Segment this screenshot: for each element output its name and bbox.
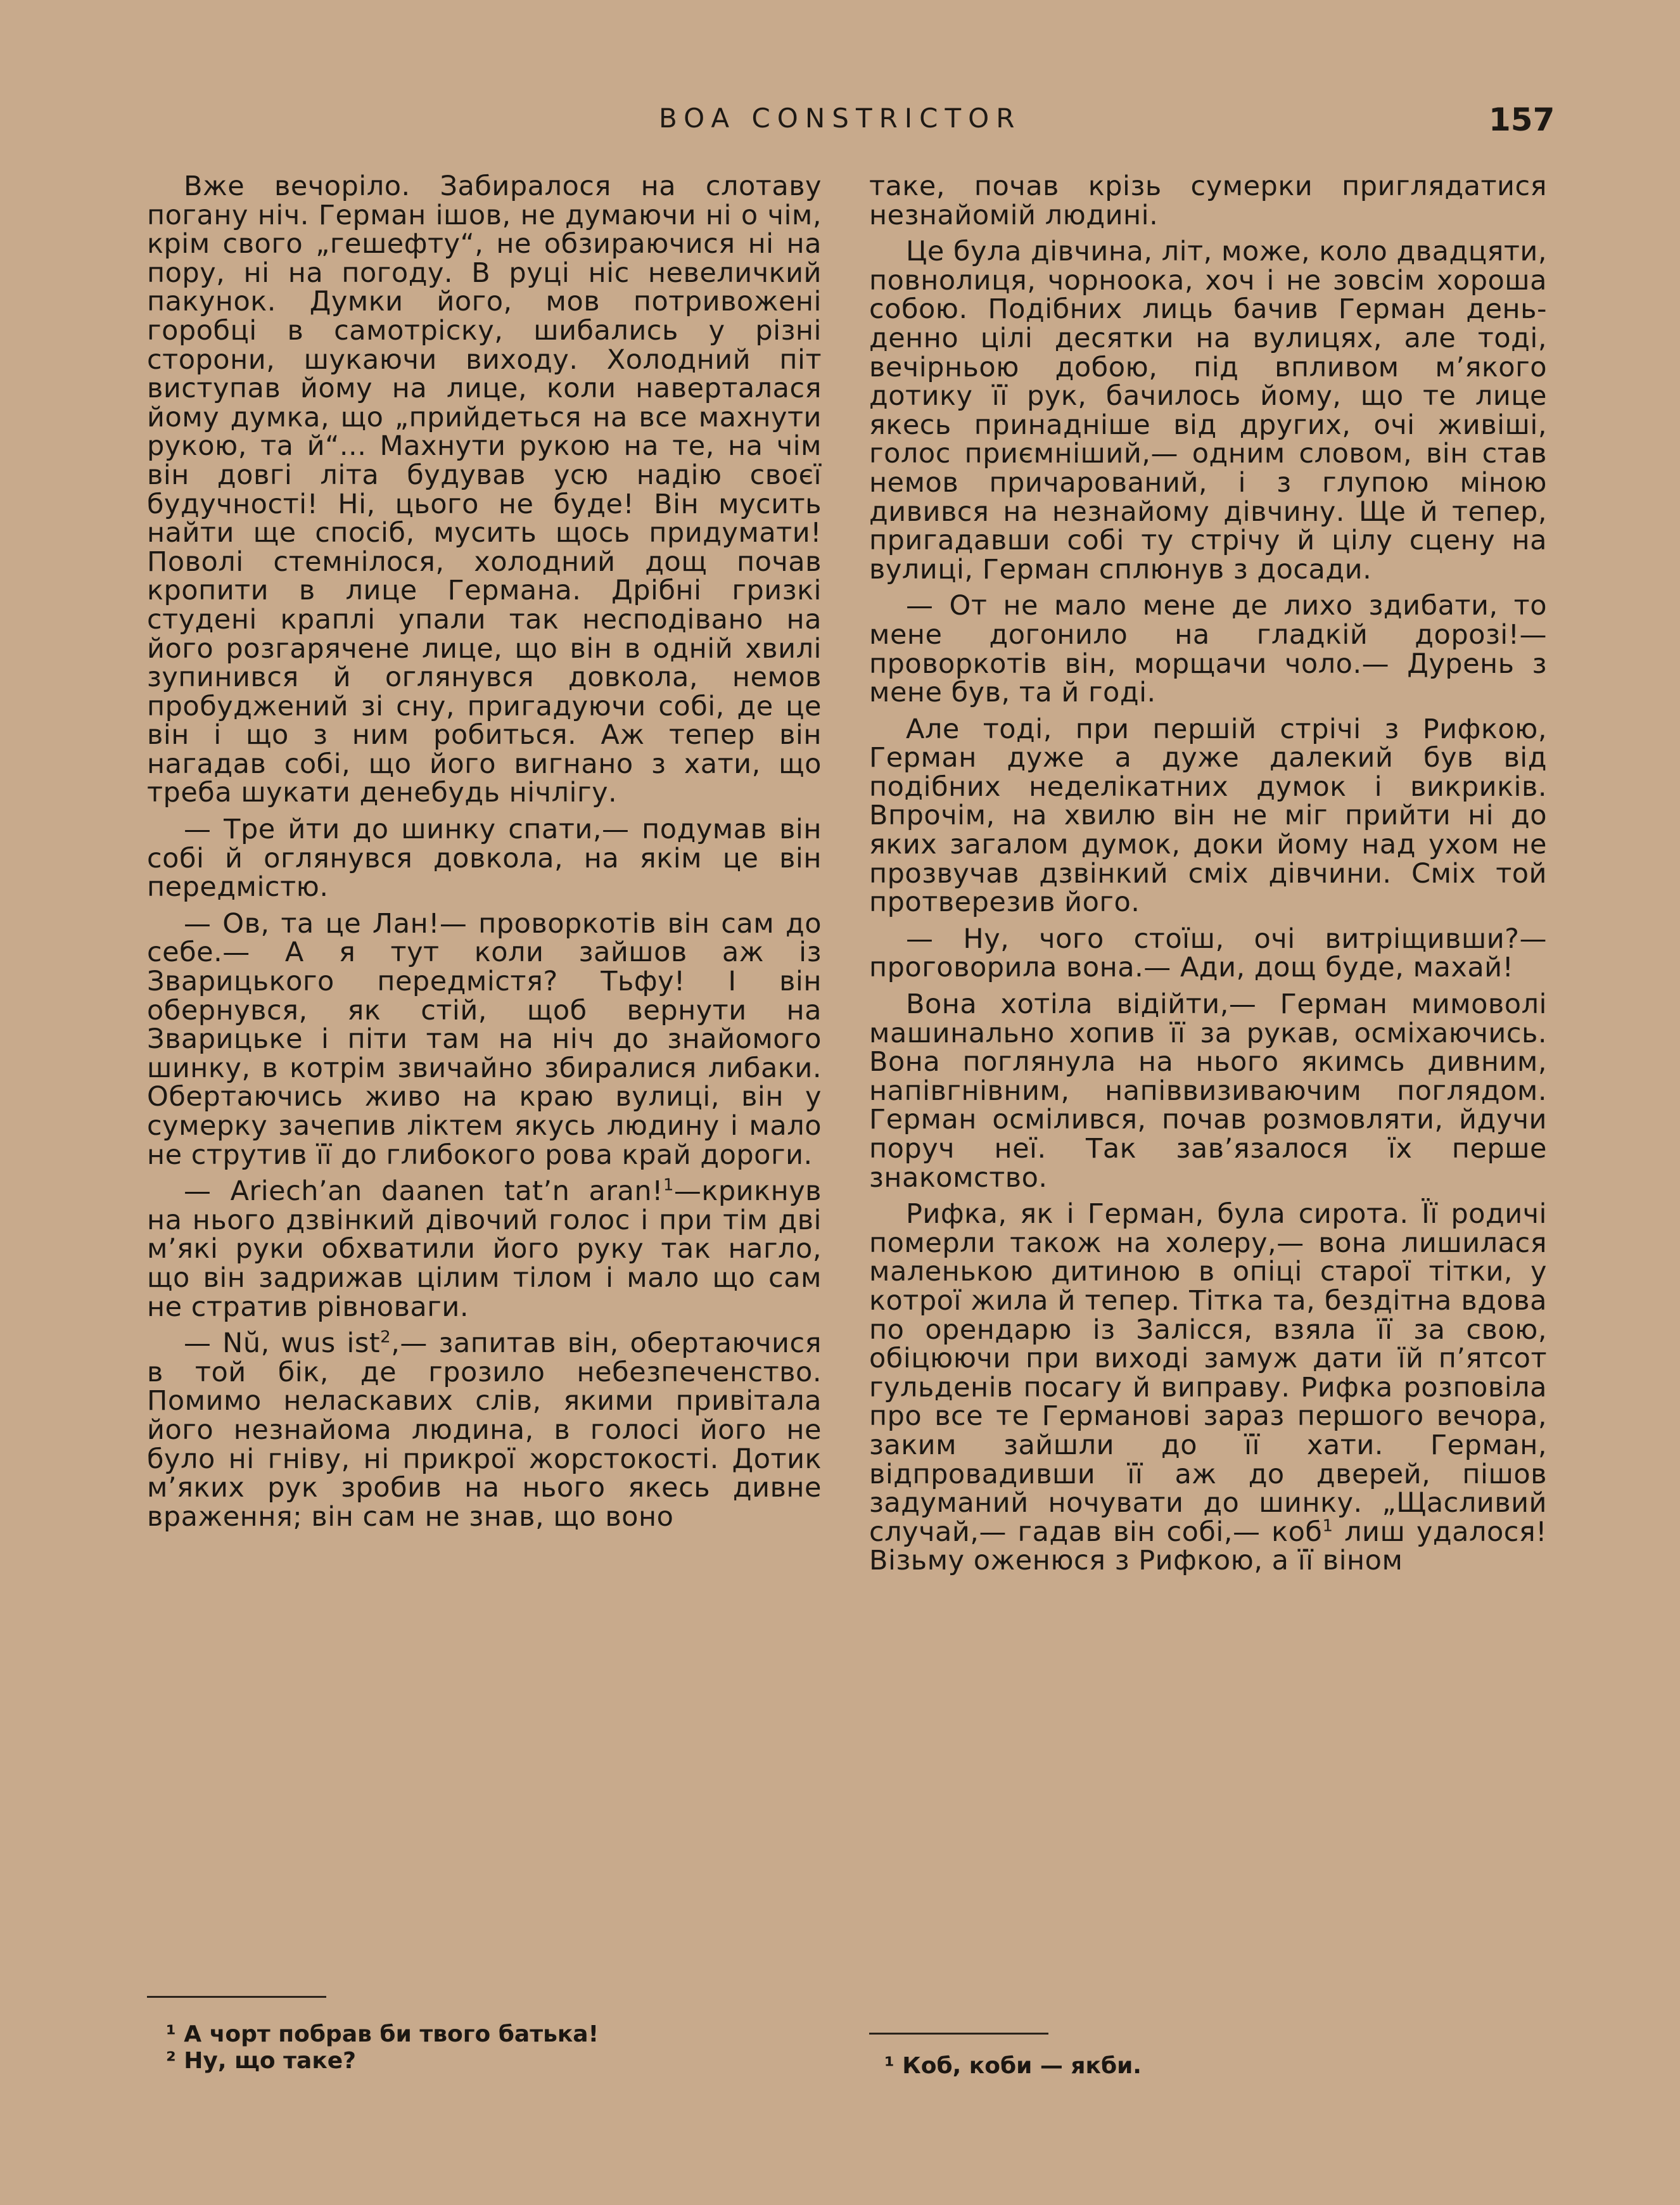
footnote: ¹ Коб, коби — якби.	[884, 2053, 1142, 2079]
footnote: ¹ А чорт побрав би твого батька!	[166, 2021, 599, 2047]
paragraph: — Ну, чого стоїш, очі витріщивши?— проговорила вона.— Ади, дощ буде, махай!	[869, 923, 1547, 984]
paragraph: таке, почав крізь сумерки приглядатися незнайомій людині.	[869, 170, 1547, 231]
page-number: 157	[1489, 101, 1555, 138]
footnote-marker: 2	[380, 1327, 391, 1347]
running-head: BOA CONSTRICTOR	[659, 103, 1022, 134]
paragraph: Але тоді, при першій стрічі з Рифкою, Герман дуже а дуже далекий був від подібних неделікатних думок і викриків. Впрочім, на хвилю він не міг прийти ні до яких загалом думок, доки йому над ухом не прозвучав дзвінкий сміх дівчини. Сміх той протверезив його.	[869, 713, 1547, 919]
paragraph: Це була дівчина, літ, може, коло двадцяти, повнолиця, чорноока, хоч і не зовсім хороша собою. Подібних лиць бачив Герман день-денно цілі десятки на вулицях, але тоді, вечірньою добою, під впливом м’якого дотику її рук, бачилось йому, що те лице якесь принадніше від других, очі живіші, голос приємніший,— одним словом, він став немов причарований, і з глупою міною дивився на незнайому дівчину. Ще й тепер, пригадавши собі ту стрічу й цілу сцену на вулиці, Герман сплюнув з досади.	[869, 236, 1547, 585]
foreign-phrase: — Ariech’an daanen tat’n aran!	[184, 1175, 663, 1208]
paragraph: — Ов, та це Лан!— проворкотів він сам до себе.— А я тут коли зайшов аж із Зварицького передмістя? Тьфу! І він обернувся, як стій, щоб вернути на Зварицьке і піти там на ніч до знайомого шинку, в котрім звичайно збиралися либаки. Обертаючись живо на краю вулиці, він у сумерку зачепив ліктем якусь людину і мало не струтив її до глибокого рова край дороги.	[147, 907, 822, 1171]
paragraph-text: ,— запитав він, обертаючися в той бік, де грозило небезпеченство. Помимо нелаcкавих слів, якими привітала його незнайома людина, в голосі його не було ні гніву, ні прикрої жорстокості. Дотик м’яких рук зробив на нього якесь дивне враження; він сам не знав, що воно	[147, 1327, 822, 1533]
footnote-rule	[869, 2033, 1048, 2035]
paragraph-text: —крикнув на нього дзвінкий дівочий голос і при тім дві м’які руки обхватили його руку так нагло, що він задрижав цілим тілом і мало що сам не стратив рівноваги.	[147, 1175, 822, 1323]
footnotes-right	[884, 2053, 1454, 2080]
paragraph: Вже вечоріло. Забиралося на слотаву погану ніч. Герман ішов, не думаючи ні о чім, крім свого „гешефту“, не обзираючися ні на пору, ні на погоду. В руці ніс невеличкий пакунок. Думки його, мов потривожені горобці в самотріску, шибались у різні сторони, шукаючи виходу. Холодний піт виступав йому на лице, коли наверталася йому думка, що „прийдеться на все махнути рукою, та й“... Махнути рукою на те, на чім він довгі літа будував усю надію своєї будучності! Ні, цього не буде! Він мусить найти ще спосіб, мусить щось придумати! Поволі стемнілося, холодний дощ почав кропити в лице Германа. Дрібні гризкі студені краплі упали так несподівано на його розгарячене лице, що він в одній хвилі зупинився й оглянувся довкола, немов пробуджений зі сну, пригадуючи собі, де це він і що з ним робиться. Аж тепер він нагадав собі, що його вигнано з хати, що треба шукати денебудь нічлігу.	[147, 170, 822, 809]
paragraph-text: лиш удалося! Візьму оженюся з Рифкою, а її віном	[869, 1516, 1547, 1577]
left-column	[147, 172, 822, 1539]
paragraph: Вона хотіла відійти,— Герман мимоволі машинально хопив її за рукав, осміхаючись. Вона поглянула на нього якимсь дивним, напівгнівним, напіввизиваючим поглядом. Герман осмілився, почав розмовляти, йдучи поруч неї. Так зав’язалося їх перше знакомство.	[869, 988, 1547, 1194]
paragraph: — От не мало мене де лихо здибати, то мене догонило на гладкій дорозі!— проворкотів він, морщачи чоло.— Дурень з мене був, та й годі.	[869, 590, 1547, 709]
footnotes-left	[166, 2021, 736, 2074]
footnote: ² Ну, що таке?	[166, 2048, 357, 2074]
paragraph-text: Рифка, як і Герман, була сирота. Її родичі померли також на холеру,— вона лишилася маленькою дитиною в опіці старої тітки, у котрої жила й тепер. Тітка та, бездітна вдова по орендарю із Залісся, взяла її за свою, обіцюючи при виході замуж дати їй п’ятсот гульденів посагу й виправу. Рифка розповіла про все те Германові зараз першого вечора, заким зайшли до її хати. Герман, відпровадивши її аж до дверей, пішов задуманий ночувати до шинку. „Щасливий случай,— гадав він собі,— коб	[869, 1198, 1547, 1548]
footnote-rule	[147, 1996, 326, 1998]
paragraph	[869, 1200, 1547, 1576]
right-column	[869, 172, 1547, 1583]
footnote-marker: 1	[1322, 1516, 1333, 1536]
paragraph	[147, 1177, 822, 1322]
footnote-marker: 1	[663, 1175, 674, 1195]
foreign-phrase: — Nŭ, wus ist	[184, 1327, 381, 1360]
paragraph	[147, 1329, 822, 1531]
paragraph: — Тре йти до шинку спати,— подумав він собі й оглянувся довкола, на якім це він передмістю.	[147, 814, 822, 904]
